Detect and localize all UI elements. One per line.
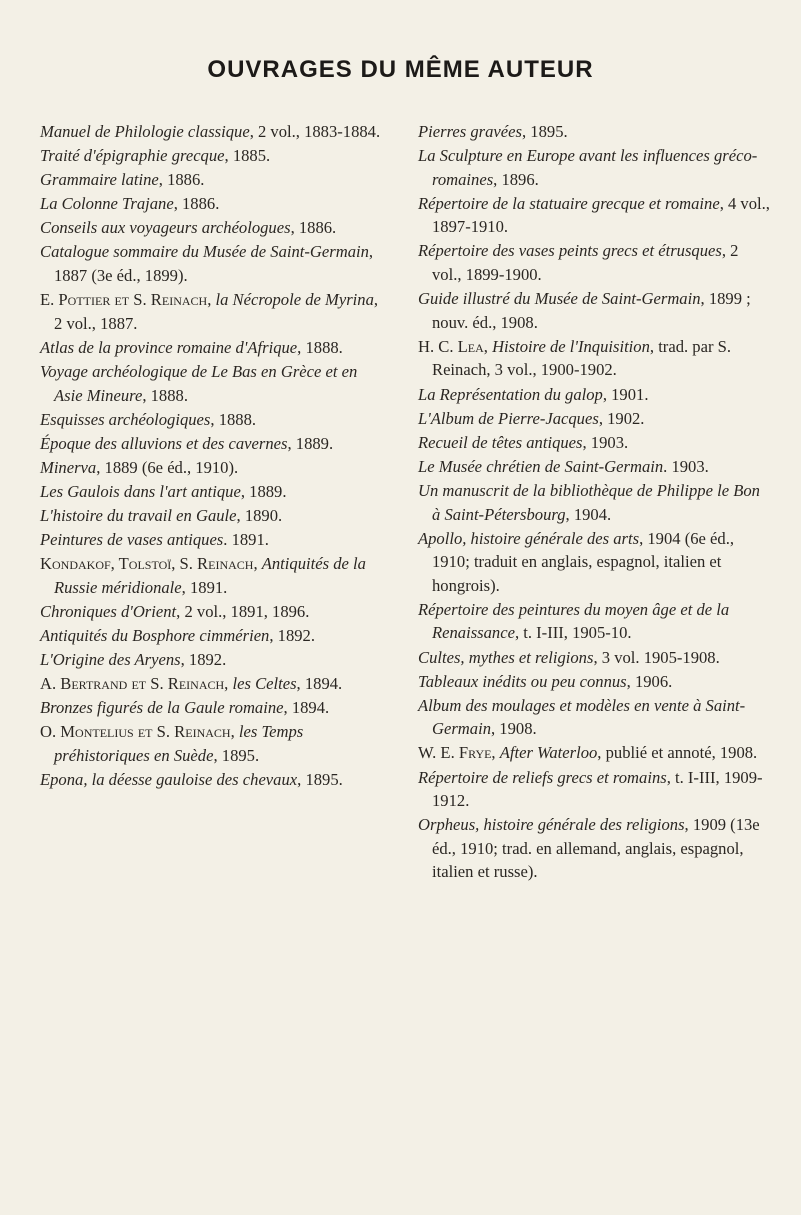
bibliography-entry (418, 239, 770, 286)
entry-details: , 1909 (13e éd., 1910; trad. en allemand, anglais, espagnol, italien et russe). (432, 815, 760, 882)
entry-title: Manuel de Philologie classique (40, 122, 250, 141)
bibliography-entry (40, 240, 385, 287)
entry-details: , 1894. (283, 698, 330, 718)
bibliography-entry (40, 432, 385, 456)
entry-title: Pierres gravées (418, 122, 522, 141)
entry-details: , 1899 ; nouv. éd., 1908. (432, 289, 751, 332)
entry-title: After Waterloo (499, 743, 598, 763)
entry-title: Voyage archéologique de Le Bas en Grèce et en Asie Mineure (40, 361, 358, 405)
entry-title: Répertoire des vases peints grecs et étrusques (418, 241, 722, 261)
entry-title: Le Musée chrétien de Saint-Germain (418, 456, 664, 476)
bibliography-entry (40, 168, 385, 192)
page-title: OUVRAGES DU MÊME AUTEUR (207, 56, 594, 83)
bibliography-entry (40, 504, 385, 528)
bibliography-entry (418, 120, 770, 144)
entry-details: , trad. par S. Reinach, 3 vol., 1900-1902. (432, 336, 731, 380)
entry-details: , 1895. (297, 770, 343, 790)
bibliography-entry (40, 192, 385, 216)
bibliography-entry (40, 288, 385, 335)
bibliography-entry (40, 600, 385, 624)
entry-authors: O. Montelius et S. Reinach, (40, 722, 239, 742)
entry-details: , 1904 (6e éd., 1910; traduit en anglais, espagnol, italien et hongrois). (432, 528, 735, 595)
entry-details: , 1904. (565, 504, 612, 524)
entry-details: , 1888. (297, 337, 343, 357)
entry-title: L'histoire du travail en Gaule (40, 506, 237, 525)
entry-title: Époque des alluvions et des cavernes (40, 433, 288, 453)
entry-details: , 1902. (598, 408, 645, 428)
entry-details: , 2 vol., 1899-1900. (432, 241, 739, 285)
entry-title: La Représentation du galop (418, 384, 603, 404)
entry-title: Un manuscrit de la bibliothèque de Philippe le Bon à Saint-Pétersbourg (418, 480, 760, 524)
entry-details: , 1889 (6e éd., 1910). (96, 457, 239, 477)
bibliography-entry (418, 813, 770, 884)
entry-details: , 1901. (602, 384, 649, 404)
bibliography-entry (418, 407, 770, 431)
entry-title: Guide illustré du Musée de Saint-Germain (418, 289, 701, 309)
entry-title: Minerva (40, 457, 97, 477)
entry-details: , t. I-III, 1909-1912. (432, 767, 763, 811)
entry-authors: Kondakof, Tolstoï, S. Reinach, (40, 554, 262, 574)
bibliography-entry (40, 360, 385, 407)
entry-title: la Nécropole de Myrina (215, 290, 374, 310)
bibliography-entry (418, 383, 770, 407)
bibliography-entry (40, 720, 385, 767)
entry-title: Orpheus, histoire générale des religions (418, 815, 685, 835)
entry-title: Les Gaulois dans l'art antique (40, 481, 241, 501)
bibliography-entry (40, 552, 385, 599)
bibliography-entry (418, 670, 770, 694)
bibliography-entry (418, 694, 770, 741)
bibliography-entry (418, 192, 770, 239)
entry-details: , 1888. (142, 385, 188, 405)
entry-details: , 1908. (491, 719, 537, 739)
entry-details: , 2 vol., 1891, 1896. (176, 601, 310, 621)
bibliography-entry (418, 741, 770, 765)
entry-details: , 1886. (173, 194, 220, 214)
entry-authors: A. Bertrand et S. Reinach, (40, 674, 233, 694)
entry-title: les Temps préhistoriques en Suède (54, 722, 304, 765)
bibliography-entry (418, 431, 770, 455)
entry-details: , 1890. (236, 506, 283, 525)
entry-title: Recueil de têtes antiques (418, 432, 583, 452)
entry-title: Antiquités du Bosphore cimmérien (40, 625, 270, 645)
entry-title: Répertoire des peintures du moyen âge et de la Renaissance (418, 599, 730, 643)
entry-details: , 1889. (240, 481, 287, 501)
entry-details: , 1889. (287, 433, 334, 453)
entry-title: Chroniques d'Orient (40, 601, 177, 621)
bibliography-entry (40, 336, 385, 360)
bibliography-entry (40, 528, 385, 552)
bibliography-entry (418, 766, 770, 813)
entry-details: , t. I-III, 1905-10. (514, 623, 632, 643)
entry-details: , 1886. (158, 170, 205, 190)
entry-details: , 1903. (582, 432, 629, 452)
bibliography-entry (418, 527, 770, 598)
bibliography-entry (40, 624, 385, 648)
bibliography-entry (418, 479, 770, 526)
entry-details: , 1895. (213, 745, 260, 765)
right-column (418, 120, 770, 885)
entry-details: . 1891. (223, 530, 269, 550)
entry-title: Histoire de l'Inquisition (492, 336, 650, 356)
entry-title: Répertoire de la statuaire grecque et romaine (418, 193, 720, 213)
entry-details: , 1895. (522, 122, 568, 141)
bibliography-entry (418, 287, 770, 334)
entry-authors: E. Pottier et S. Reinach, (40, 290, 216, 310)
entry-details: . 1903. (663, 456, 709, 476)
bibliography-entry (40, 672, 385, 696)
entry-details: , 1887 (3e éd., 1899). (54, 242, 374, 286)
bibliography-entry (418, 598, 770, 645)
bibliography-entry (40, 144, 385, 168)
entry-title: Conseils aux voyageurs archéologues (40, 218, 291, 238)
entry-title: Tableaux inédits ou peu connus (418, 671, 627, 691)
entry-details: , 1906. (626, 671, 673, 691)
entry-title: Peintures de vases antiques (40, 530, 224, 550)
entry-details: , 1891. (181, 577, 228, 597)
bibliography-entry (40, 408, 385, 432)
entry-details: , 1892. (180, 650, 227, 670)
entry-title: Traité d'épigraphie grecque (40, 146, 225, 166)
bibliography-entry (40, 696, 385, 720)
entry-title: La Sculpture en Europe avant les influences gréco-romaines (418, 146, 758, 189)
entry-title: Album des moulages et modèles en vente à Saint-Germain (418, 695, 746, 739)
bibliography-entry (40, 216, 385, 240)
entry-details: , 1894. (296, 674, 343, 694)
entry-authors: W. E. Frye, (418, 743, 500, 763)
entry-title: L'Origine des Aryens (40, 650, 181, 670)
left-column (40, 120, 385, 792)
entry-details: , 4 vol., 1897-1910. (432, 193, 770, 237)
entry-title: Epona, la déesse gauloise des chevaux (40, 770, 298, 790)
entry-title: Antiquités de la Russie méridionale (54, 554, 366, 597)
bibliography-entry (418, 646, 770, 670)
entry-title: Esquisses archéologiques (40, 409, 211, 429)
bibliography-entry (40, 456, 385, 480)
bibliography-entry (40, 768, 385, 792)
entry-details: , publié et annoté, 1908. (597, 743, 758, 763)
bibliography-entry (40, 648, 385, 672)
entry-title: L'Album de Pierre-Jacques (418, 408, 599, 428)
entry-details: , 1885. (224, 146, 271, 166)
entry-details: , 2 vol., 1883-1884. (249, 122, 381, 141)
bibliography-entry (418, 455, 770, 479)
entry-details: , 1888. (210, 409, 257, 429)
entry-title: Cultes, mythes et religions (418, 647, 594, 667)
bibliography-entry (418, 144, 770, 191)
entry-title: Bronzes figurés de la Gaule romaine (40, 698, 284, 718)
entry-details: , 1892. (269, 625, 315, 645)
entry-title: les Celtes (232, 674, 297, 694)
entry-details: , 1886. (290, 218, 337, 238)
entry-authors: H. C. Lea, (418, 336, 493, 356)
bibliography-entry (418, 335, 770, 382)
entry-title: Catalogue sommaire du Musée de Saint-Germain (40, 242, 369, 262)
entry-title: Répertoire de reliefs grecs et romains (418, 767, 667, 787)
bibliography-entry (40, 480, 385, 504)
entry-details: , 1896. (493, 169, 539, 189)
entry-title: Apollo, histoire générale des arts (418, 528, 640, 548)
entry-details: , 3 vol. 1905-1908. (593, 647, 720, 667)
entry-title: La Colonne Trajane (40, 194, 174, 214)
entry-title: Grammaire latine (40, 170, 159, 190)
bibliography-entry (40, 120, 385, 144)
entry-details: , 2 vol., 1887. (54, 290, 379, 333)
entry-title: Atlas de la province romaine d'Afrique (40, 337, 298, 357)
